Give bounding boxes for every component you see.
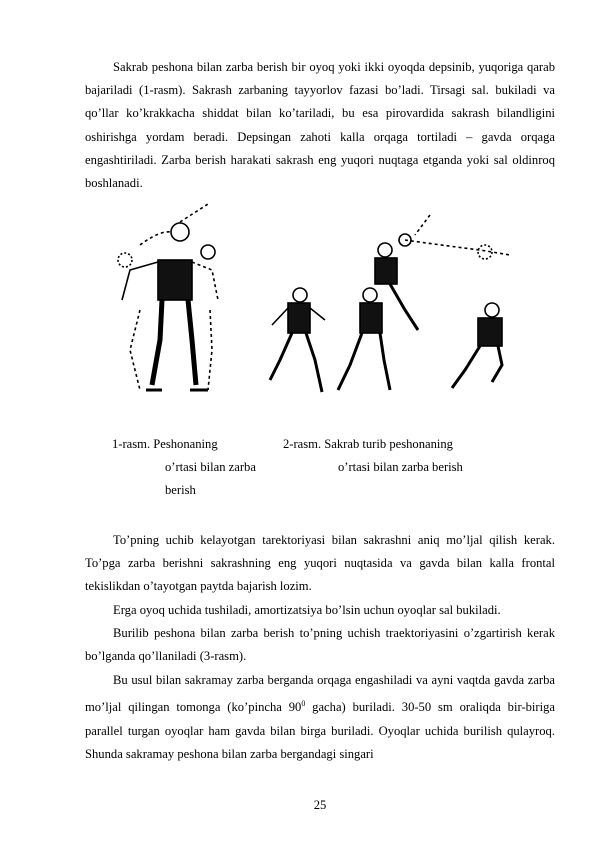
figure-1-drawing: [118, 204, 218, 390]
figure-1-caption-line-3: berish: [165, 483, 196, 497]
paragraph-5-part-a: Bu usul bilan sakramay zarba berganda orqaga engashiladi va ayni vaqtda gavda zarba mo’ljal qilingan tomonga (ko’pincha 90: [85, 673, 555, 715]
paragraph-4: Burilib peshona bilan zarba berish to’pning uchish traektoriyasini o’zgartirish kerak bo’lganda qo’llaniladi (3-rasm).: [85, 626, 555, 664]
figure-1-caption-line-1: 1-rasm. Peshonaning: [112, 437, 218, 451]
figure-illustrations: [100, 200, 540, 405]
paragraph-5: [85, 669, 555, 766]
page-number: 25: [313, 798, 327, 812]
figure-2-drawing: [270, 215, 510, 392]
paragraph-1: Sakrab peshona bilan zarba berish bir oyoq yoki ikki oyoqda depsinib, yuqoriga qarab bajariladi (1-rasm). Sakrash zarbaning tayyorlov fazasi bo’ladi. Tirsagi sal. bukiladi va qo’llar ko’krakkacha shiddat bilan ko’tariladi, bu esa pirovardida sakrash bilandligini oshirishga yordam beradi. Depsingan zahoti kalla orqaga tortiladi – gavda orqaga engashtiriladi. Zarba berish harakati sakrash eng yuqori nuqtaga etganda yoki sal oldinroq boshlanadi.: [85, 60, 555, 191]
figure-2-caption-line-2: o’rtasi bilan zarba berish: [338, 460, 463, 474]
paragraph-2: To’pning uchib kelayotgan tarektoriyasi bilan sakrashni aniq mo’ljal qilish kerak. To’pga zarba berishni sakrashning eng yuqori nuqtasida va gavda bilan kalla frontal tekislikdan o’tayotgan paytda bajarish lozim.: [85, 533, 555, 594]
figure-2-caption-line-1: 2-rasm. Sakrab turib peshonaning: [283, 437, 453, 451]
paragraph-3: Erga oyoq uchida tushiladi, amortizatsiya bo’lsin uchun oyoqlar sal bukiladi.: [113, 603, 501, 617]
paragraph-5-part-b: gacha) buriladi. 30-50 sm oraliqda bir-biriga parallel turgan oyoqlar ham gavda bilan birga buriladi. Oyoqlar uchida burilish qulayroq. Shunda sakramay peshona bilan zarba bergandagi singari: [85, 700, 555, 761]
degree-superscript: 0: [301, 699, 306, 709]
figure-1-caption-line-2: o’rtasi bilan zarba: [165, 460, 256, 474]
